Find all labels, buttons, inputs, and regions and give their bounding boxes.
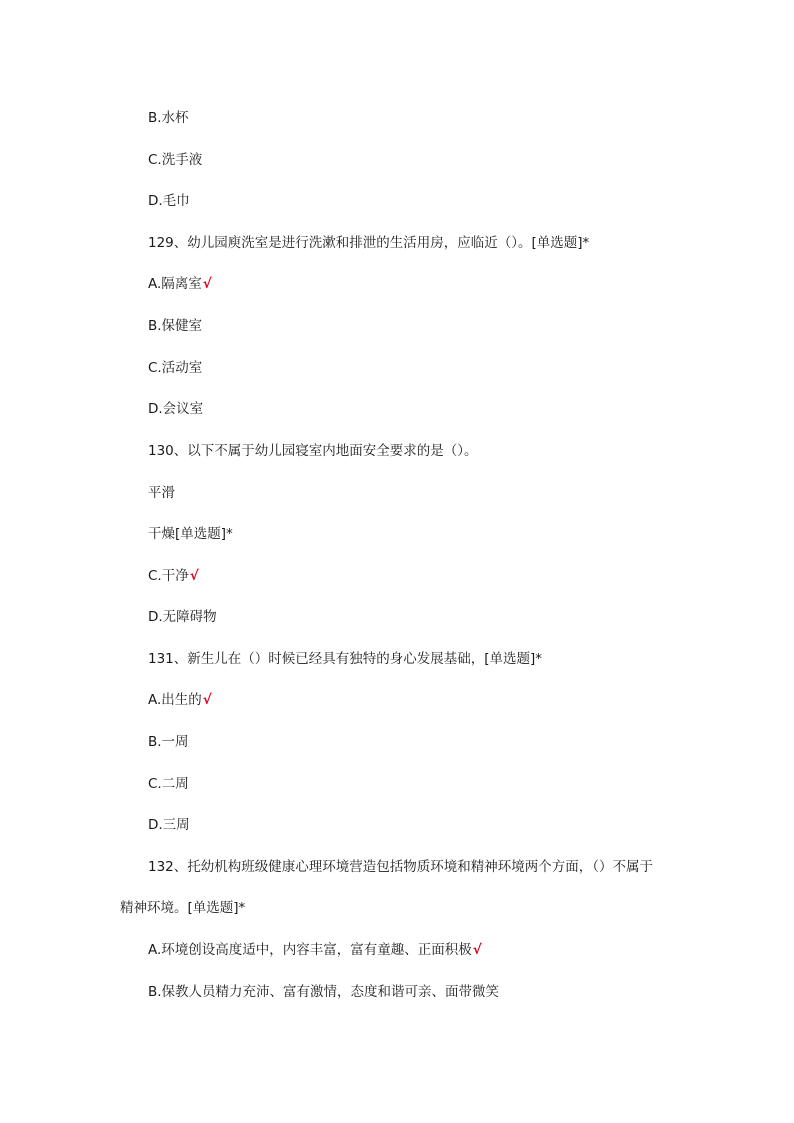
text: 干燥[单选题]* <box>148 526 233 542</box>
option-c-activity-room <box>148 359 202 377</box>
text: B.一周 <box>148 734 189 750</box>
question-131 <box>148 650 542 668</box>
checkmark-icon: √ <box>189 568 199 584</box>
question-130 <box>148 442 478 460</box>
option-d-no-obstacles <box>148 608 217 626</box>
text: 精神环境。[单选题]* <box>120 900 246 916</box>
text: A.隔离室 <box>148 276 202 292</box>
text: C.干净 <box>148 568 189 584</box>
option-a-at-birth <box>148 691 212 709</box>
checkmark-icon: √ <box>472 942 482 958</box>
checkmark-icon: √ <box>202 276 212 292</box>
question-129 <box>148 234 589 252</box>
option-d-meeting-room <box>148 400 203 418</box>
option-b-water-cup <box>148 109 189 127</box>
option-smooth <box>148 484 175 502</box>
option-a-environment <box>148 941 482 959</box>
text: C.活动室 <box>148 360 203 376</box>
option-d-three-weeks <box>148 816 190 834</box>
text: 132、托幼机构班级健康心理环境营造包括物质环境和精神环境两个方面，（）不属于 <box>148 859 654 875</box>
option-dry <box>148 525 233 543</box>
text: A.环境创设高度适中，内容丰富，富有童趣、正面积极 <box>148 942 472 958</box>
text: C.洗手液 <box>148 152 203 168</box>
text: B.保健室 <box>148 318 203 334</box>
option-a-isolation-room <box>148 275 212 293</box>
question-132 <box>148 858 653 876</box>
option-b-health-room <box>148 317 202 335</box>
option-b-one-week <box>148 733 189 751</box>
text: 平滑 <box>148 485 175 501</box>
text: 130、以下不属于幼儿园寝室内地面安全要求的是（）。 <box>148 443 478 459</box>
option-b-staff <box>148 983 499 1001</box>
option-c-hand-soap <box>148 151 202 169</box>
text: D.无障碍物 <box>148 609 217 625</box>
text: 131、新生儿在（）时候已经具有独特的身心发展基础，[单选题]* <box>148 651 543 667</box>
checkmark-icon: √ <box>202 692 212 708</box>
option-d-towel <box>148 192 190 210</box>
text: 129、幼儿园庾洗室是进行洗漱和排泄的生活用房，应临近（）。[单选题]* <box>148 235 590 251</box>
text: C.二周 <box>148 776 189 792</box>
question-132-continued <box>120 899 245 917</box>
text: B.保教人员精力充沛、富有激情，态度和谐可亲、面带微笑 <box>148 984 500 1000</box>
text: D.会议室 <box>148 401 204 417</box>
text: D.毛巾 <box>148 193 190 209</box>
text: A.出生的 <box>148 692 202 708</box>
text: B.水杯 <box>148 110 189 126</box>
option-c-clean <box>148 567 199 585</box>
text: D.三周 <box>148 817 190 833</box>
option-c-two-weeks <box>148 775 189 793</box>
